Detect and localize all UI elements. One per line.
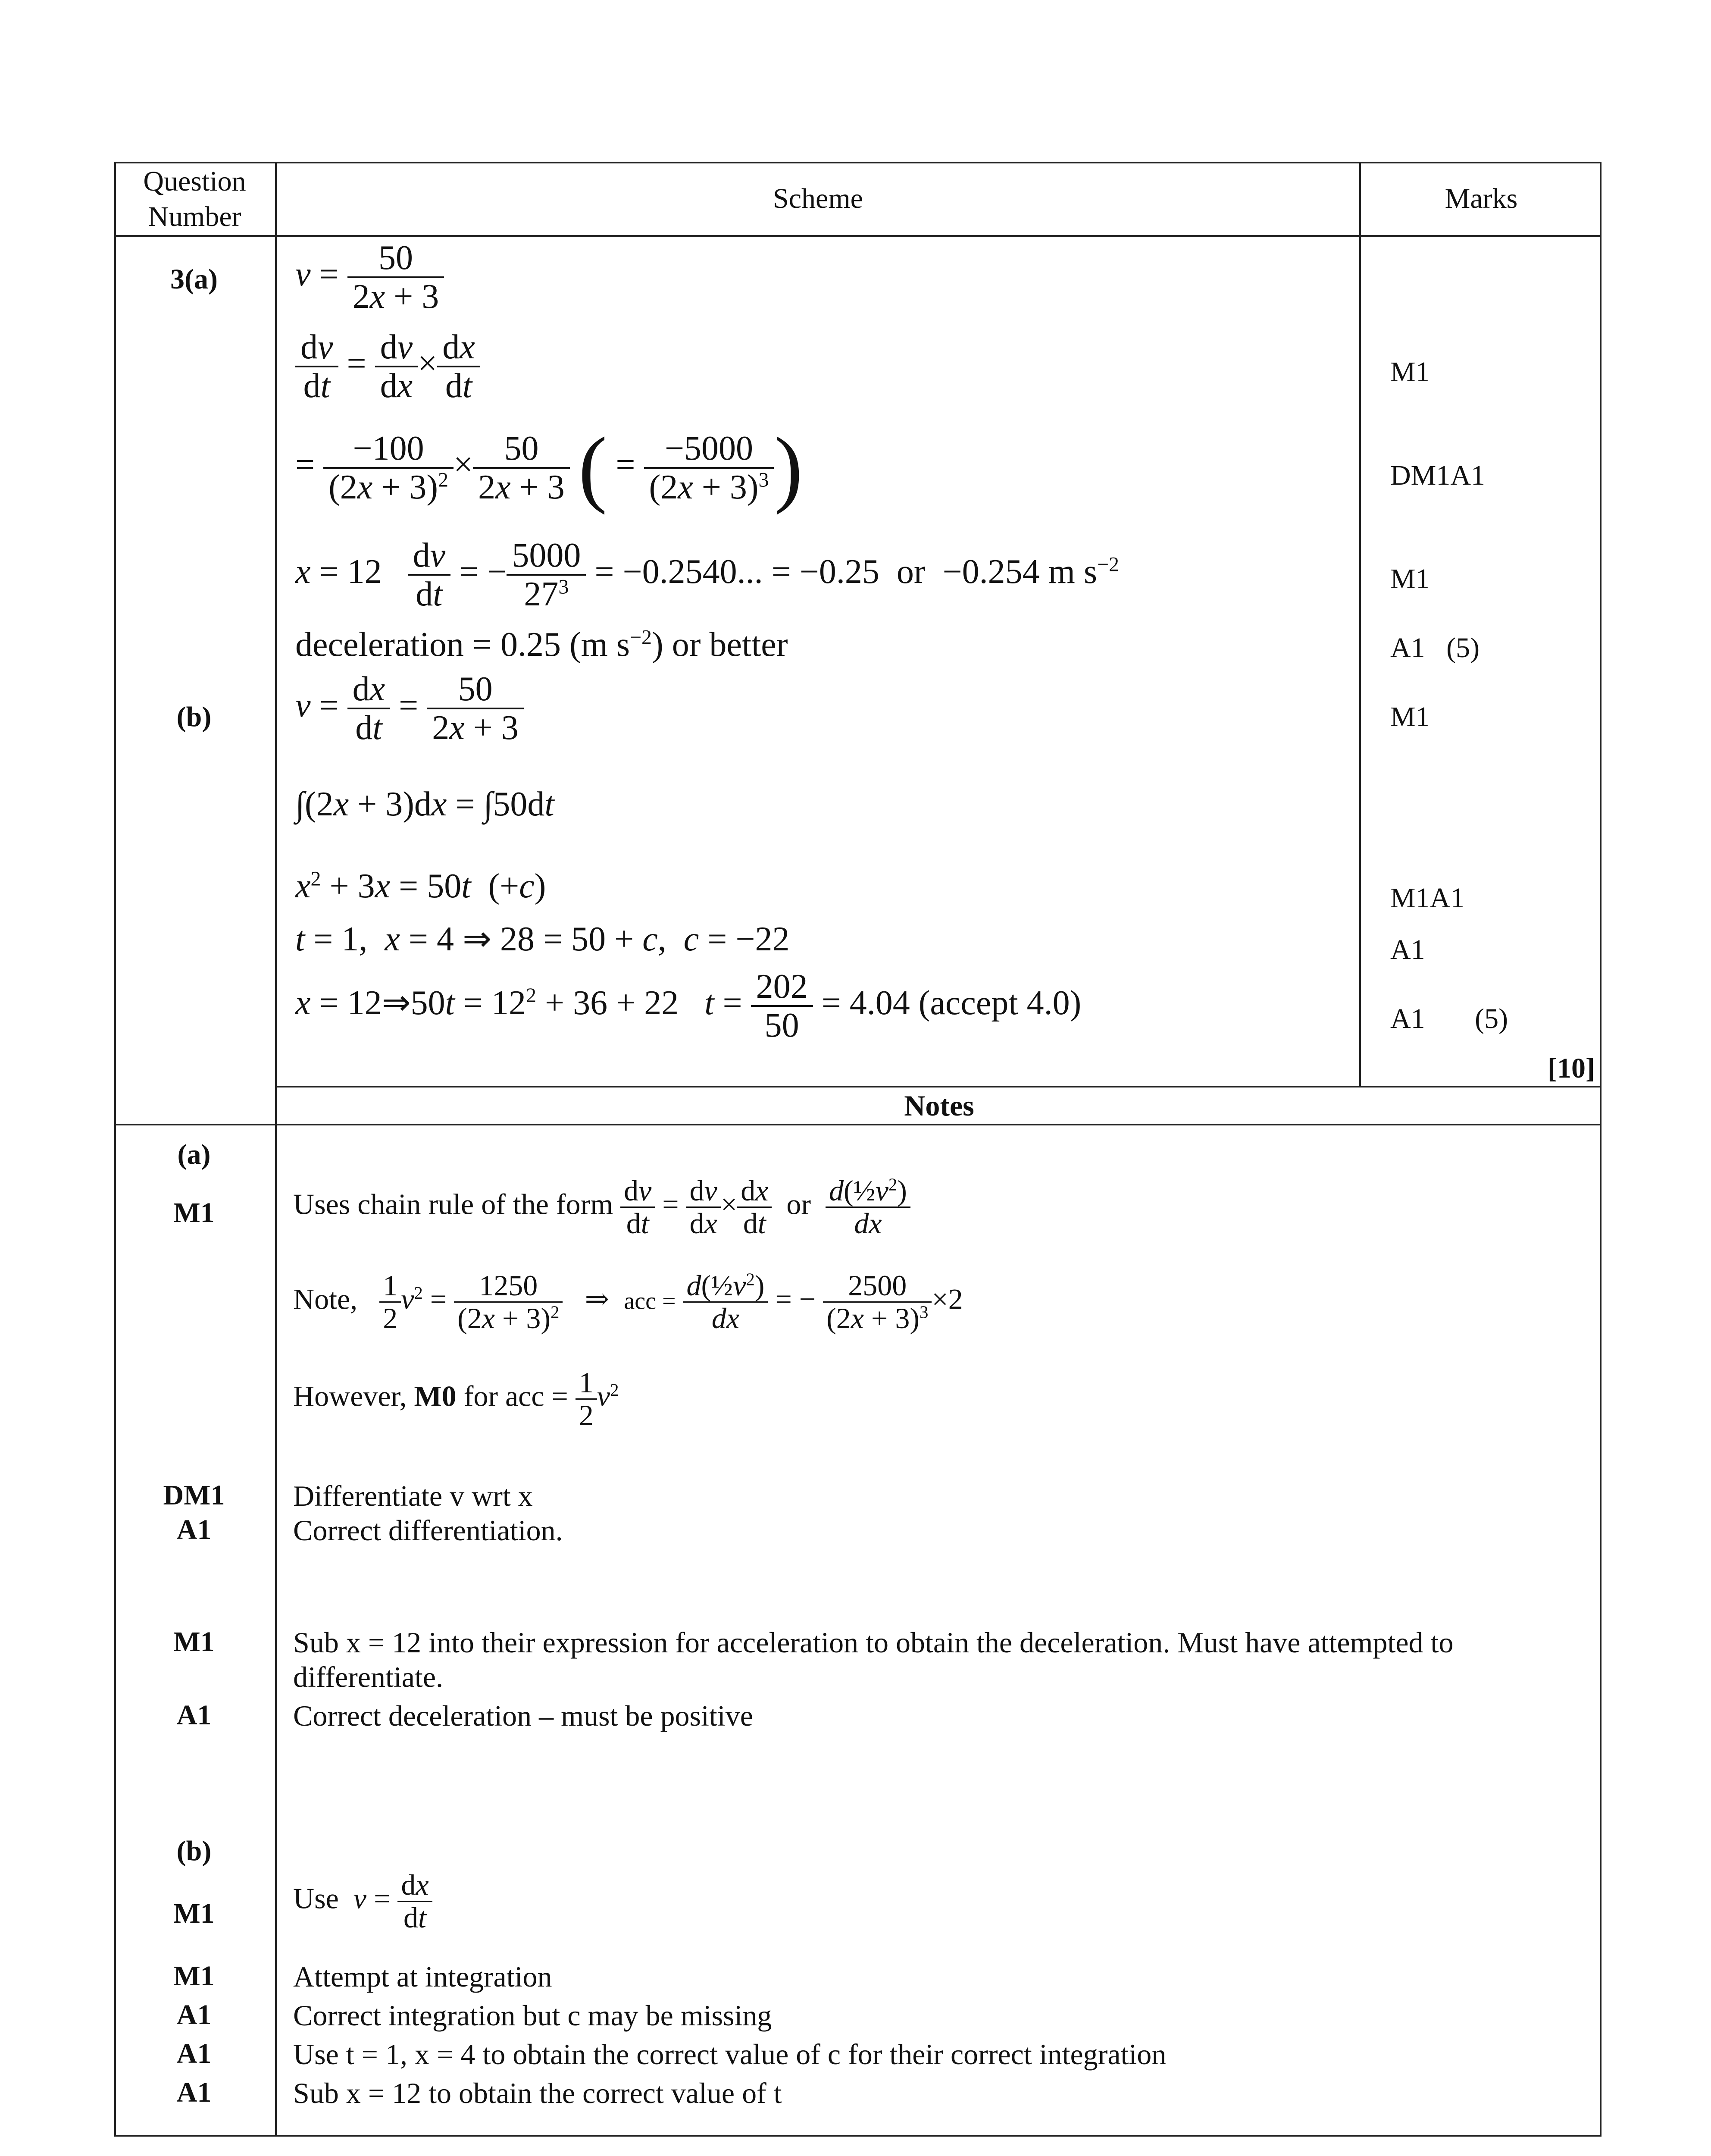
notes-note-line: Note, $\frac{1}{2}$ $v^2$ = $\frac{1250}{(2x + 3)^2}$ ⇒ acc = $\frac{d(\frac{1}{2}v^2)}{dx}$ = − $\frac{2500}{(2x + 3)^3}$ ×2 (293, 1269, 963, 1335)
scheme-b-line3: $x^2 + 3x = 50t$ (+c) (295, 867, 546, 905)
notes-m1b-text2: differentiate. (293, 1661, 444, 1693)
mark-m1-sub: M1 (1390, 563, 1430, 595)
notes-b-a1c-text: Sub x = 12 to obtain the correct value of t (293, 2077, 782, 2109)
notes-dm1-text: Differentiate v wrt x (293, 1479, 533, 1512)
header-question-number: Question Number (143, 166, 246, 232)
mark-m1-chain-rule: M1 (1390, 356, 1430, 388)
notes-dm1-label: DM1 (163, 1479, 225, 1511)
scheme-a-line4: x = 12 $\frac{dv}{dt}$ = − $\frac{5000}{27^3}$ = −0.2540... = −0.25 or −0.254 m $s^{-2}$ (295, 536, 1120, 614)
mark-a1-b2: A1 (5) (1390, 1003, 1508, 1034)
scheme-a-line3: = $\frac{-100}{(2x + 3)^2}$ × $\frac{50}{2x + 3}$ ( = $\frac{-5000}{(2x + 3)^3}$ ) (295, 420, 803, 515)
mark-a1-decel: A1 (5) (1390, 632, 1480, 664)
notes-b-m1-text: Use v = $\frac{dx}{dt}$ (293, 1869, 432, 1934)
scheme-a-line2: $\frac{dv}{dt}$ = $\frac{dv}{dx}$ × $\frac{dx}{dt}$ (295, 329, 480, 405)
notes-b-a1c-label: A1 (176, 2077, 212, 2108)
scheme-b-line2: ∫(2x + 3)dx = ∫50dt (295, 785, 554, 823)
notes-a1-text: Correct differentiation. (293, 1514, 563, 1547)
part-b-label: (b) (176, 701, 212, 733)
scheme-b-line1: v = $\frac{dx}{dt}$ = $\frac{50}{2x + 3}$ (295, 671, 524, 747)
scheme-a-line1: v = $\frac{50}{2x + 3}$ (295, 239, 444, 316)
mark-dm1a1: DM1A1 (1390, 460, 1486, 491)
notes-a1b-label: A1 (176, 1699, 212, 1731)
column-divider-2 (1359, 162, 1361, 1087)
notes-b-m1b-text: Attempt at integration (293, 1960, 552, 1993)
mark-total: [10] (1548, 1053, 1595, 1084)
notes-b-a1b-label: A1 (176, 2038, 212, 2069)
notes-m1-text: Uses chain rule of the form $\frac{dv}{dt}$ = $\frac{dv}{dx}$ × $\frac{dx}{dt}$ or $\frac{d(\frac{1}{2}v^2)}{dx}$ (293, 1175, 910, 1240)
mark-a1-b1: A1 (1390, 934, 1425, 965)
header-scheme: Scheme (773, 183, 863, 214)
part-a-label: 3(a) (170, 263, 218, 295)
notes-a1-label: A1 (176, 1514, 212, 1545)
notes-however-line: However, M0 for acc = $\frac{1}{2}$ $v^2$ (293, 1366, 619, 1432)
notes-m1-label: M1 (173, 1197, 215, 1228)
mark-m1a1-b: M1A1 (1390, 882, 1465, 914)
notes-a1b-text: Correct deceleration – must be positive (293, 1699, 753, 1732)
notes-b-m1b-label: M1 (173, 1960, 215, 1992)
notes-b-a1-label: A1 (176, 1999, 212, 2031)
header-marks: Marks (1445, 183, 1518, 214)
notes-b-a1-text: Correct integration but c may be missing (293, 1999, 772, 2032)
mark-m1-b: M1 (1390, 701, 1430, 733)
scheme-b-line4: t = 1, x = 4 ⇒ 28 = 50 + c, c = −22 (295, 920, 790, 958)
notes-bottom-divider (114, 1124, 1602, 1125)
notes-m1b-text: Sub x = 12 into their expression for acceleration to obtain the deceleration. Must have attempted to (293, 1626, 1454, 1659)
scheme-b-line5: x = 12⇒50t = $12^2 + 36 + 22$ t = $\frac{202}{50}$ = 4.04 (accept 4.0) (295, 968, 1082, 1045)
scheme-a-line5: deceleration = 0.25 (m $s^{-2}$) or better (295, 626, 788, 664)
notes-a-label: (a) (177, 1139, 211, 1170)
notes-b-m1-label: M1 (173, 1898, 215, 1929)
notes-b-label: (b) (176, 1835, 212, 1867)
notes-title: Notes (904, 1089, 974, 1122)
header-divider (114, 235, 1602, 237)
column-divider-1 (275, 162, 277, 2137)
notes-top-divider (275, 1086, 1602, 1087)
notes-b-a1b-text: Use t = 1, x = 4 to obtain the correct value of c for their correct integration (293, 2038, 1167, 2071)
notes-m1b-label: M1 (173, 1626, 215, 1658)
